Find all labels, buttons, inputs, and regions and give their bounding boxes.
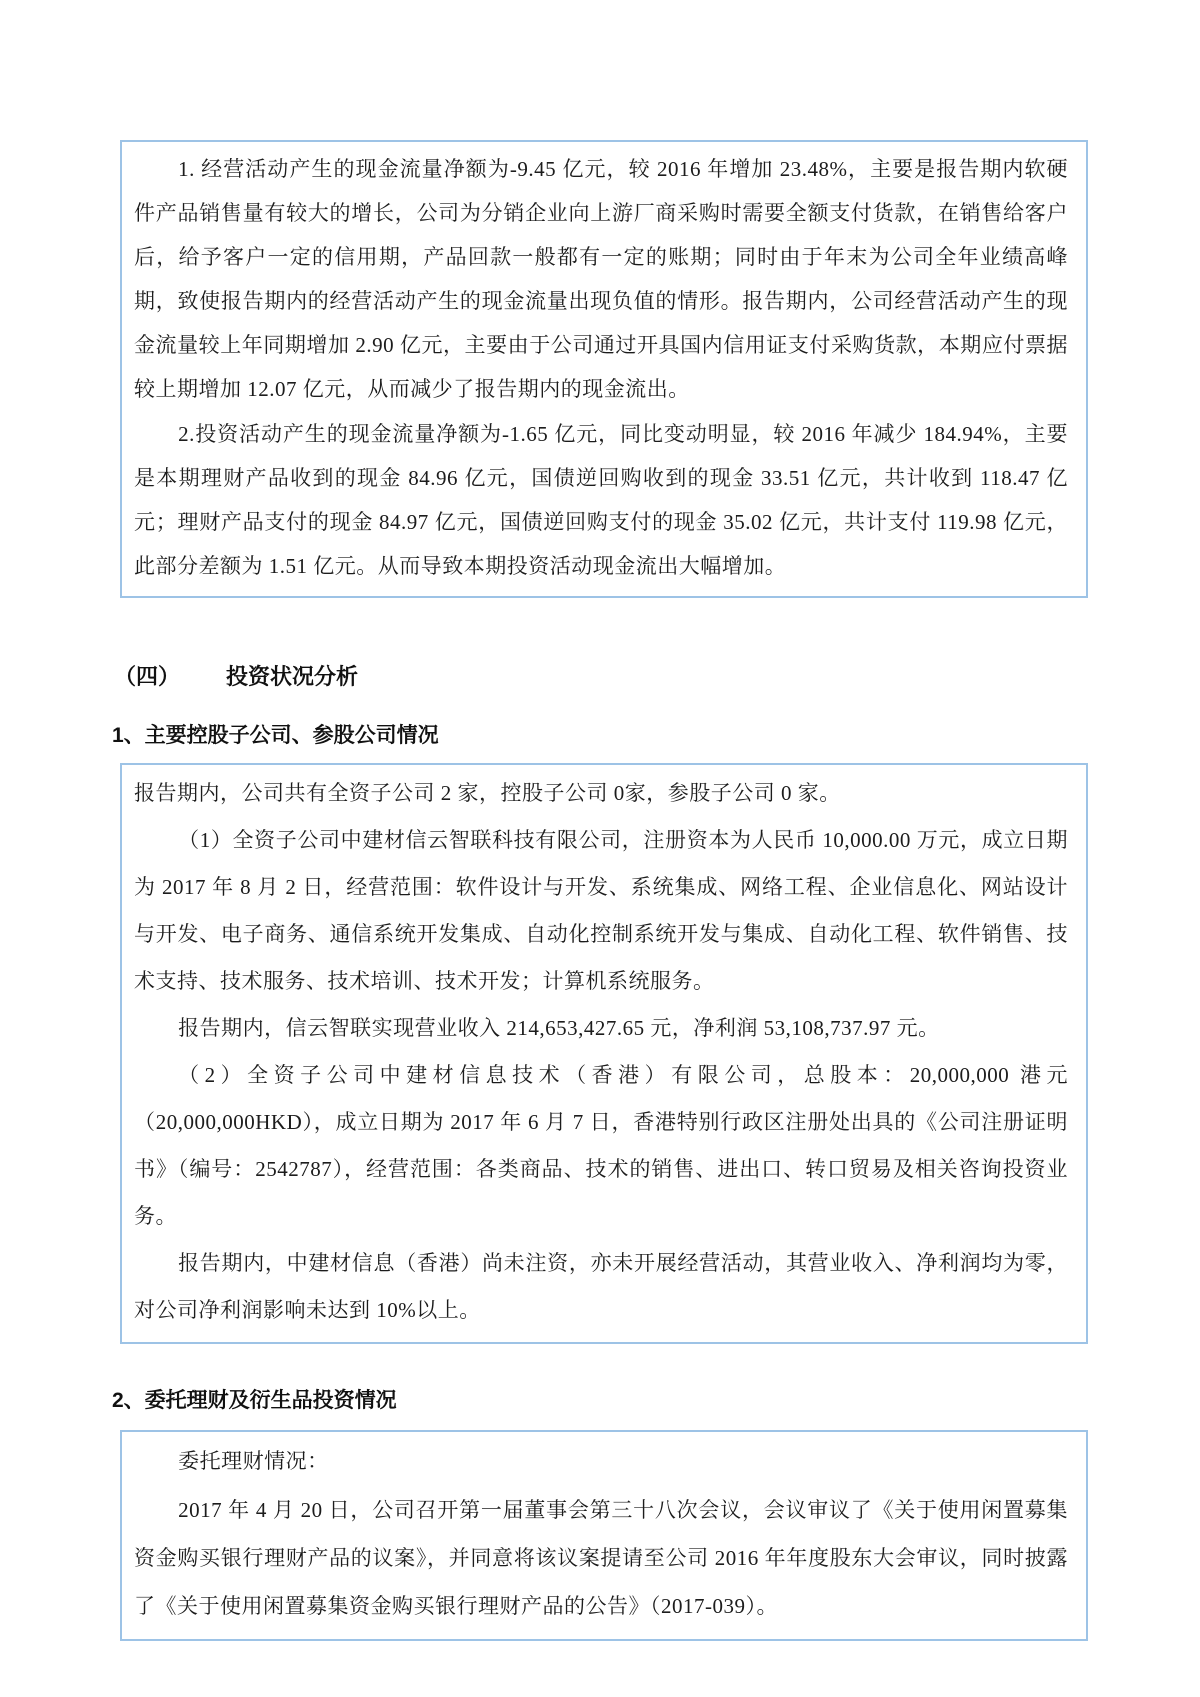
paragraph-subsidiary-2: （2）全资子公司中建材信息技术（香港）有限公司，总股本：20,000,000 港元（20,000,000HKD），成立日期为 2017 年 6 月 7 日，香港特别行政区注册处出具的《公司注册证明书》（编号：2542787），经营范围：各类商品、技术的销售、进出口、转口贸易及相关咨询投资业务。 (134, 1063, 1068, 1229)
section-heading-investment-analysis (114, 660, 1090, 691)
paragraph-investing-cashflow: 2.投资活动产生的现金流量净额为-1.65 亿元，同比变动明显，较 2016 年减少 184.94%，主要是本期理财产品收到的现金 84.96 亿元，国债逆回购收到的现金 33.51 亿元，共计收到 118.47 亿元；理财产品支付的现金 84.97 亿元，国债逆回购支付的现金 35.02 亿元，共计支付 119.98 亿元，此部分差额为 1.51 亿元。从而导致本期投资活动现金流出大幅增加。 (134, 421, 1068, 578)
paragraph-subsidiary-1-results: 报告期内，信云智联实现营业收入 214,653,427.65 元，净利润 53,108,737.97 元。 (178, 1016, 940, 1041)
paragraph-subsidiary-summary: 报告期内，公司共有全资子公司 2 家，控股子公司 0家，参股子公司 0 家。 (134, 780, 841, 805)
subsidiaries-box (120, 763, 1088, 1344)
section-number: （四） (114, 663, 181, 689)
paragraph-wealth-mgmt-label: 委托理财情况： (178, 1449, 329, 1474)
cashflow-analysis-box (120, 140, 1088, 598)
paragraph-wealth-mgmt-detail: 2017 年 4 月 20 日，公司召开第一届董事会第三十八次会议，会议审议了《关于使用闲置募集资金购买银行理财产品的议案》，并同意将该议案提请至公司 2016 年年度股东大会审议，同时披露了《关于使用闲置募集资金购买银行理财产品的公告》（2017-039）。 (134, 1497, 1068, 1619)
paragraph-subsidiary-1: （1）全资子公司中建材信云智联科技有限公司，注册资本为人民币 10,000.00 万元，成立日期为 2017 年 8 月 2 日，经营范围：软件设计与开发、系统集成、网络工程、企业信息化、网站设计与开发、电子商务、通信系统开发集成、自动化控制系统开发与集成、自动化工程、软件销售、技术支持、技术服务、技术培训、技术开发；计算机系统服务。 (134, 827, 1068, 994)
wealth-management-box (120, 1430, 1088, 1640)
paragraph-operating-cashflow: 1. 经营活动产生的现金流量净额为-9.45 亿元，较 2016 年增加 23.48%，主要是报告期内软硬件产品销售量有较大的增长，公司为分销企业向上游厂商采购时需要全额支付货款，在销售给客户后，给予客户一定的信用期，产品回款一般都有一定的账期；同时由于年末为公司全年业绩高峰期，致使报告期内的经营活动产生的现金流量出现负值的情形。报告期内，公司经营活动产生的现金流量较上年同期增加 2.90 亿元，主要由于公司通过开具国内信用证支付采购货款，本期应付票据较上期增加 12.07 亿元，从而减少了报告期内的现金流出。 (134, 157, 1068, 402)
section-title: 投资状况分析 (226, 663, 359, 689)
paragraph-subsidiary-2-results: 报告期内，中建材信息（香港）尚未注资，亦未开展经营活动，其营业收入、净利润均为零，对公司净利润影响未达到 10%以上。 (134, 1251, 1068, 1323)
subheading-subsidiaries: 1、主要控股子公司、参股公司情况 (112, 723, 439, 747)
subheading-entrusted-wealth-management: 2、委托理财及衍生品投资情况 (112, 1389, 397, 1413)
